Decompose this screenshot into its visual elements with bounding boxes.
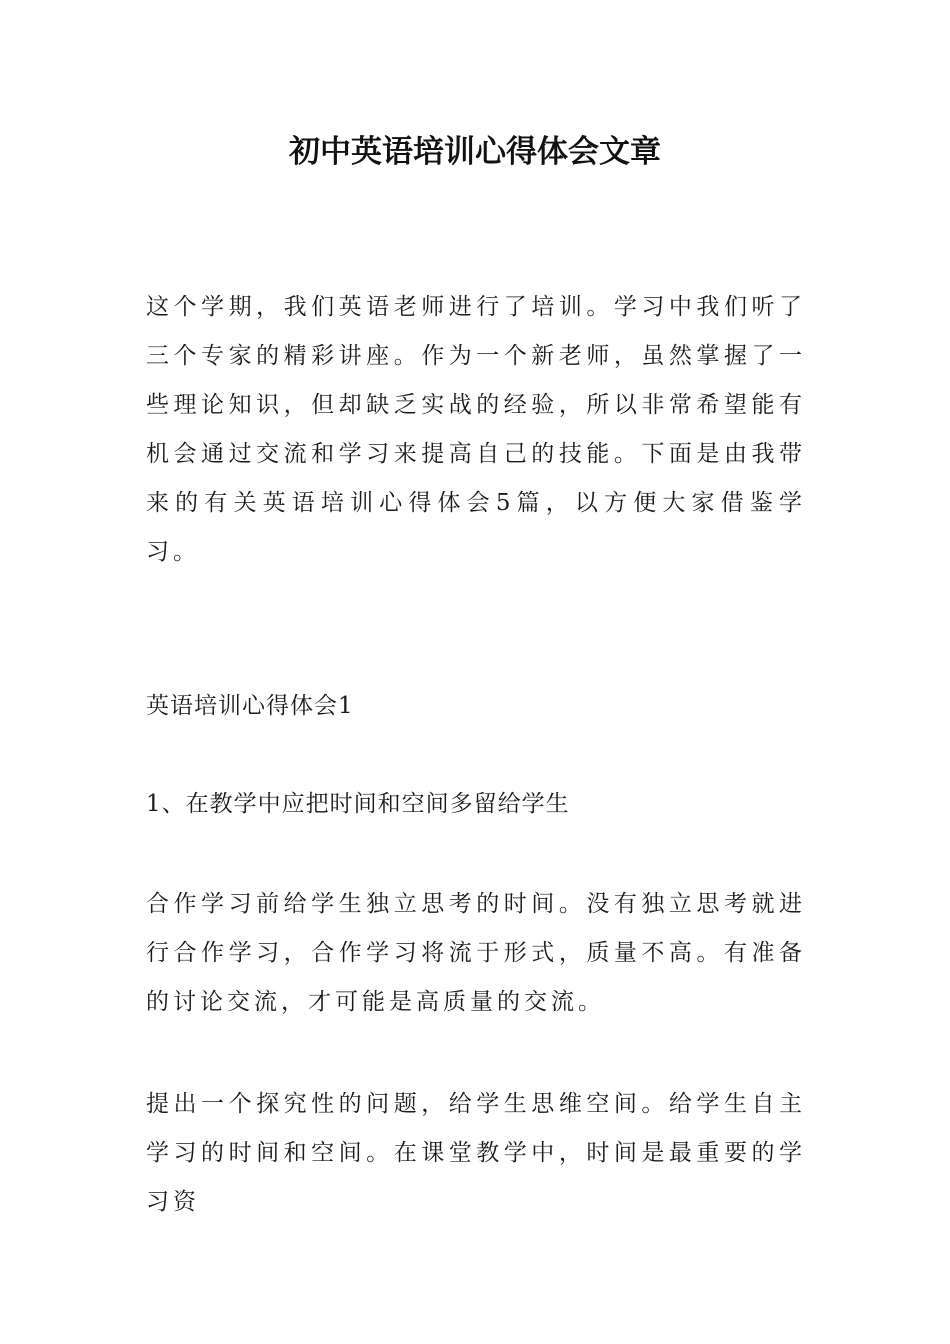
document-title: 初中英语培训心得体会文章 (289, 134, 661, 170)
section-heading: 英语培训心得体会1 (146, 693, 354, 719)
body-paragraph-1: 合作学习前给学生独立思考的时间。没有独立思考就进行合作学习，合作学习将流于形式，质量不高。有准备的讨论交流，才可能是高质量的交流。 (146, 891, 806, 1015)
body-paragraph-2: 提出一个探究性的问题，给学生思维空间。给学生自主学习的时间和空间。在课堂教学中，时间是最重要的学习资 (146, 1091, 806, 1215)
intro-paragraph: 这个学期，我们英语老师进行了培训。学习中我们听了三个专家的精彩讲座。作为一个新老师，虽然掌握了一些理论知识，但却缺乏实战的经验，所以非常希望能有机会通过交流和学习来提高自己的技能。下面是由我带来的有关英语培训心得体会5篇，以方便大家借鉴学习。 (146, 294, 806, 565)
point-heading: 1、在教学中应把时间和空间多留给学生 (146, 791, 570, 817)
